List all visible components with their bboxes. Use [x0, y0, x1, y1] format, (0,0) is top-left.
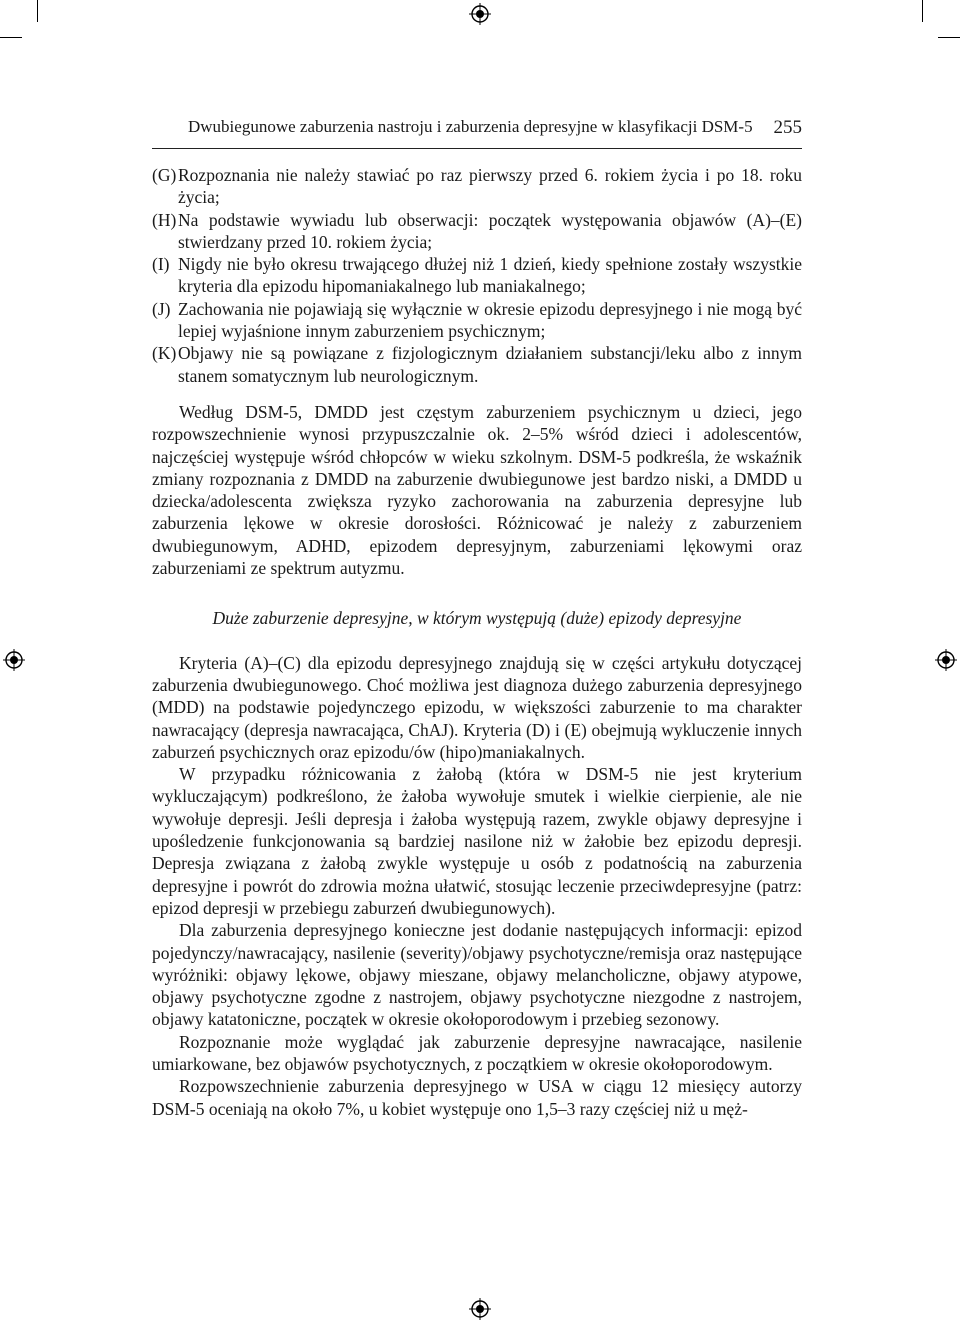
paragraph: Dla zaburzenia depresyjnego konieczne jest dodanie następujących informacji: epizod pojedynczy/nawracający, nasilenie (severity)/objawy psychotyczne/remisja oraz następujące wyróżniki: objawy lękowe, objawy mieszane, objawy melancholiczne, objawy atypowe, objawy psychotyczne zgodne z nastrojem, objawy psychotyczne niezgodne z nastrojem, objawy katatoniczne, początek w okresie okołoporodowym i przebieg sezonowy.: [152, 920, 802, 1030]
registration-mark-icon: [935, 649, 957, 671]
criterion-text: Rozpoznania nie należy stawiać po raz pierwszy przed 6. rokiem życia i po 18. roku życia;: [178, 165, 802, 208]
criterion-label: (J): [152, 298, 171, 319]
criterion-text: Objawy nie są powiązane z fizjologicznym działaniem substancji/leku albo z innym stanem somatycznym lub neurologicznym.: [178, 343, 802, 386]
header-rule: [152, 148, 802, 149]
section-heading: Duże zaburzenie depresyjne, w którym występują (duże) epizody depresyjne: [212, 608, 742, 629]
criterion-label: (H): [152, 209, 177, 230]
criterion-label: (I): [152, 254, 170, 275]
criterion-k: [152, 342, 802, 387]
criterion-text: Nigdy nie było okresu trwającego dłużej niż 1 dzień, kiedy spełnione zostały wszystkie kryteria dla epizodu hipomaniakalnego lub maniakalnego;: [178, 254, 802, 297]
running-header: [152, 115, 802, 145]
paragraph: Rozpowszechnienie zaburzenia depresyjnego w USA w ciągu 12 miesięcy autorzy DSM-5 oceniają na około 7%, u kobiet występuje ono 1,5–3 razy częściej niż u męż-: [152, 1076, 802, 1119]
criterion-g: [152, 164, 802, 209]
criterion-text: Na podstawie wywiadu lub obserwacji: początek występowania objawów (A)–(E) stwierdzany przed 10. rokiem życia;: [178, 209, 802, 252]
criterion-j: [152, 298, 802, 343]
criterion-i: [152, 253, 802, 298]
page-body: [152, 164, 802, 1120]
crop-mark-top-left: [37, 0, 38, 22]
criterion-label: (G): [152, 165, 177, 185]
crop-mark-top-right: [922, 0, 923, 22]
paragraph: W przypadku różnicowania z żałobą (która w DSM-5 nie jest kryterium wykluczającym) podkreślono, że żałoba wywołuje smutek i wielkie cierpienie, ale nie wywołuje depresji. Jeśli depresja i żałoba występują razem, zwykle objawy depresyjne i upośledzenie funkcjonowania są bardziej nasilone niż w żałobie bez epizodu depresji. Depresja związana z żałobą zwykle występuje u osób z podatnością na zaburzenia depresyjne i powrót do zdrowia można ułatwić, stosując leczenie przeciwdepresyjne (patrz: epizod depresji w przebiegu zaburzeń dwubiegunowych).: [152, 764, 802, 918]
criterion-h: [152, 209, 802, 254]
page-number: 255: [773, 117, 802, 138]
registration-mark-icon: [469, 1298, 491, 1320]
paragraph: Rozpoznanie może wyglądać jak zaburzenie depresyjne nawracające, nasilenie umiarkowane, bez objawów psychotycznych, z początkiem w okresie okołoporodowym.: [152, 1031, 802, 1074]
running-header-title: Dwubiegunowe zaburzenia nastroju i zaburzenia depresyjne w klasyfikacji DSM-5: [188, 117, 753, 136]
criterion-text: Zachowania nie pojawiają się wyłącznie w okresie epizodu depresyjnego i nie mogą być lepiej wyjaśnione innym zaburzeniem psychicznym;: [178, 298, 802, 342]
criterion-label: (K): [152, 343, 177, 364]
paragraph: Kryteria (A)–(C) dla epizodu depresyjnego znajdują się w części artykułu dotyczącej zaburzenia dwubiegunowego. Choć możliwa jest diagnoza dużego zaburzenia depresyjnego (MDD) na podstawie pojedynczego epizodu, w większości zaburzenie to ma charakter nawracający (depresja nawracająca, ChAJ). Kryteria (D) i (E) obejmują wykluczenie innych zaburzeń psychicznych oraz epizodu/ów (hipo)maniakalnych.: [152, 652, 802, 762]
registration-mark-icon: [469, 3, 491, 25]
crop-mark-top-right-h: [938, 37, 960, 38]
registration-mark-icon: [3, 649, 25, 671]
crop-mark-top-left-h: [0, 37, 22, 38]
paragraph-dmdd: Według DSM-5, DMDD jest częstym zaburzeniem psychicznym u dzieci, jego rozpowszechnienie wynosi przypuszczalnie ok. 2–5% wśród dzieci i adolescentów, najczęściej występuje wśród chłopców w wieku szkolnym. DSM-5 podkreśla, że wskaźnik zmiany rozpoznania z DMDD na zaburzenie dwubiegunowe jest bardzo niski, a DMDD u dziecka/adolescenta zwiększa ryzyko zachorowania na zaburzenia depresyjne lub zaburzenia lękowe w okresie dorosłości. Różnicować je należy z zaburzeniem dwubiegunowym, ADHD, epizodem depresyjnym, zaburzeniami lękowymi oraz zaburzeniami ze spektrum autyzmu.: [152, 401, 802, 579]
